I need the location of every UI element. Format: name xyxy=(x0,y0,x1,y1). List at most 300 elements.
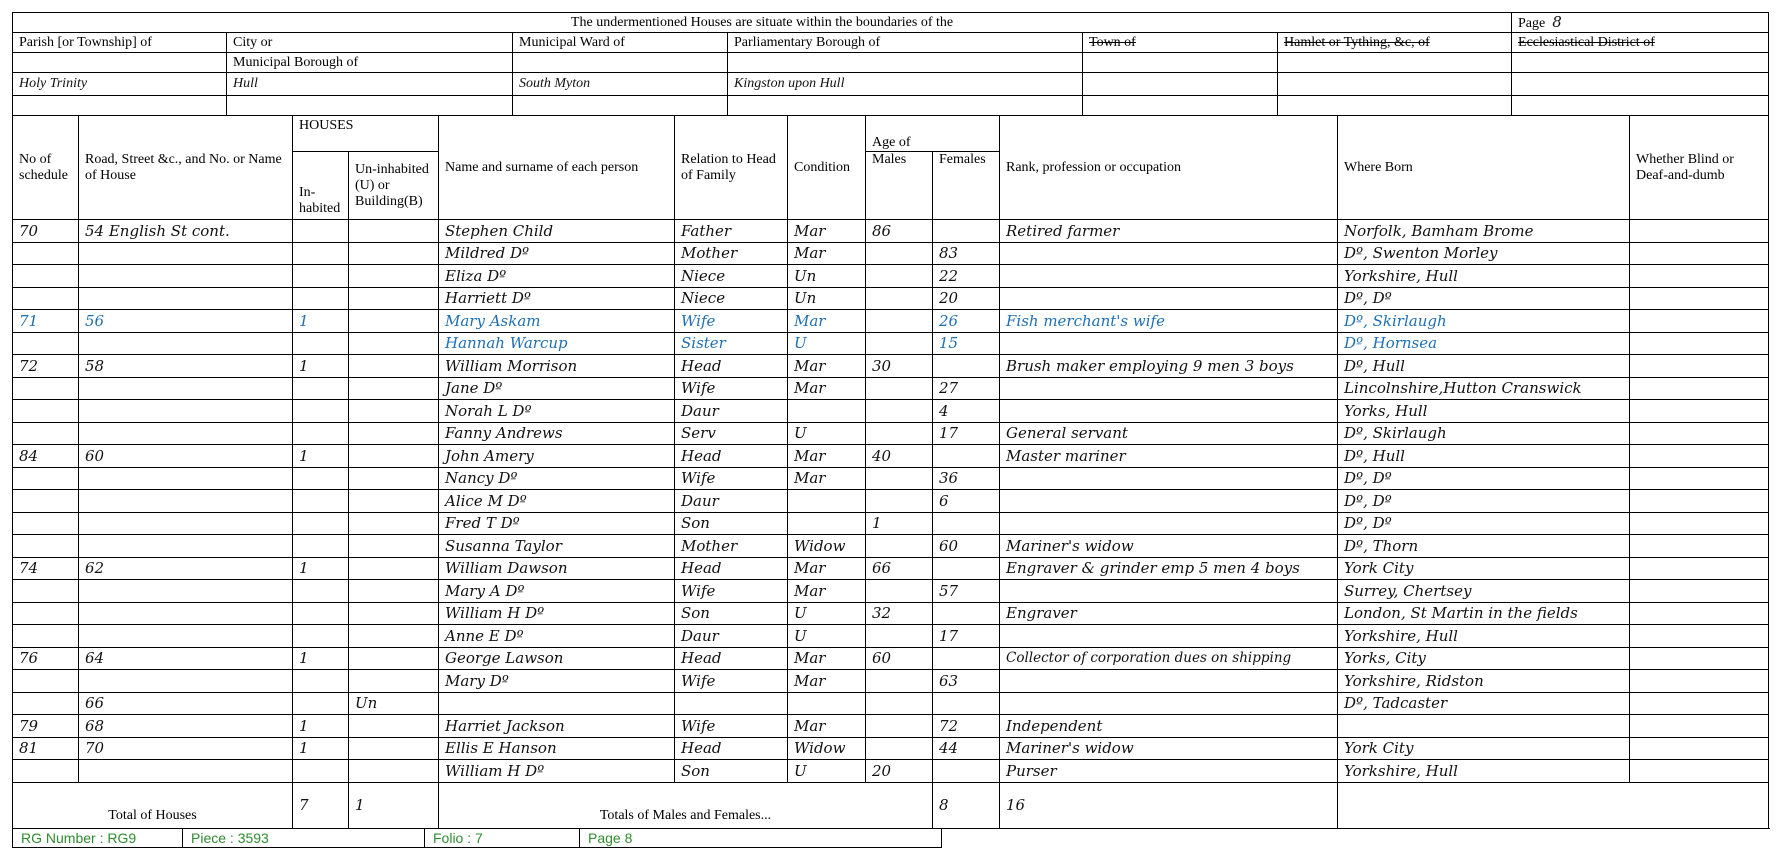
blind-cell xyxy=(1630,557,1769,580)
relation-cell: Wife xyxy=(675,670,788,693)
road-cell: 54 English St cont. xyxy=(79,220,293,243)
schedule-cell: 72 xyxy=(13,355,79,378)
blind-cell xyxy=(1630,220,1769,243)
females-cell: 72 xyxy=(933,715,1000,738)
schedule-cell: 71 xyxy=(13,310,79,333)
col-blind: Whether Blind or Deaf-and-dumb xyxy=(1630,116,1769,220)
page-number: 8 xyxy=(1552,13,1562,31)
schedule-cell xyxy=(13,422,79,445)
uninhabited-cell xyxy=(349,737,439,760)
occupation-cell xyxy=(1000,512,1338,535)
road-cell xyxy=(79,400,293,423)
parish-label: Parish [or Township] of xyxy=(13,33,227,53)
table-row xyxy=(13,737,1769,760)
piece-number: Piece : 3593 xyxy=(183,828,425,847)
table-row xyxy=(13,580,1769,603)
females-cell: 60 xyxy=(933,535,1000,558)
name-cell: William H Dº xyxy=(439,602,675,625)
blind-cell xyxy=(1630,715,1769,738)
name-cell: Harriet Jackson xyxy=(439,715,675,738)
condition-cell: Mar xyxy=(788,647,866,670)
males-cell xyxy=(866,715,933,738)
relation-cell: Head xyxy=(675,445,788,468)
blind-cell xyxy=(1630,287,1769,310)
inhabited-cell xyxy=(293,490,349,513)
males-cell xyxy=(866,265,933,288)
inhabited-cell xyxy=(293,760,349,783)
females-cell: 20 xyxy=(933,287,1000,310)
occupation-cell xyxy=(1000,692,1338,715)
table-row xyxy=(13,602,1769,625)
blind-cell xyxy=(1630,242,1769,265)
road-cell xyxy=(79,580,293,603)
condition-cell xyxy=(788,400,866,423)
parliamentary-value: Kingston upon Hull xyxy=(728,73,1083,96)
table-row xyxy=(13,557,1769,580)
born-cell: Dº, Dº xyxy=(1338,287,1630,310)
schedule-cell xyxy=(13,490,79,513)
relation-cell: Head xyxy=(675,737,788,760)
males-cell: 32 xyxy=(866,602,933,625)
born-cell: Surrey, Chertsey xyxy=(1338,580,1630,603)
inhabited-cell xyxy=(293,422,349,445)
schedule-cell xyxy=(13,692,79,715)
town-label: Town of xyxy=(1083,33,1278,53)
males-cell xyxy=(866,737,933,760)
females-cell xyxy=(933,220,1000,243)
occupation-cell: Independent xyxy=(1000,715,1338,738)
schedule-cell xyxy=(13,265,79,288)
inhabited-cell: 1 xyxy=(293,715,349,738)
females-cell xyxy=(933,557,1000,580)
females-cell: 83 xyxy=(933,242,1000,265)
born-cell: Lincolnshire,Hutton Cranswick xyxy=(1338,377,1630,400)
road-cell xyxy=(79,242,293,265)
females-cell: 44 xyxy=(933,737,1000,760)
name-cell: Nancy Dº xyxy=(439,467,675,490)
males-cell xyxy=(866,242,933,265)
born-cell xyxy=(1338,715,1630,738)
born-cell: York City xyxy=(1338,737,1630,760)
males-cell xyxy=(866,670,933,693)
born-cell: Dº, Dº xyxy=(1338,490,1630,513)
condition-cell xyxy=(788,692,866,715)
occupation-cell xyxy=(1000,287,1338,310)
condition-cell: Widow xyxy=(788,737,866,760)
name-cell: Alice M Dº xyxy=(439,490,675,513)
relation-cell: Mother xyxy=(675,535,788,558)
schedule-cell xyxy=(13,512,79,535)
inhabited-cell: 1 xyxy=(293,557,349,580)
occupation-cell xyxy=(1000,580,1338,603)
schedule-cell: 79 xyxy=(13,715,79,738)
col-occupation: Rank, profession or occupation xyxy=(1000,116,1338,220)
uninhabited-cell xyxy=(349,715,439,738)
occupation-cell xyxy=(1000,332,1338,355)
uninhabited-cell xyxy=(349,512,439,535)
condition-cell xyxy=(788,490,866,513)
males-cell xyxy=(866,535,933,558)
males-cell xyxy=(866,692,933,715)
schedule-cell xyxy=(13,625,79,648)
census-sheet xyxy=(12,12,1768,848)
schedule-cell: 84 xyxy=(13,445,79,468)
parish-value: Holy Trinity xyxy=(13,73,227,96)
inhabited-cell xyxy=(293,265,349,288)
name-cell: Mary A Dº xyxy=(439,580,675,603)
page-label: Page xyxy=(1518,16,1546,31)
town-value xyxy=(1083,73,1278,96)
col-females: Females xyxy=(933,152,1000,220)
born-cell: Dº, Skirlaugh xyxy=(1338,422,1630,445)
boundaries-header xyxy=(12,12,1769,116)
table-row xyxy=(13,242,1769,265)
males-cell: 66 xyxy=(866,557,933,580)
inhabited-cell: 1 xyxy=(293,310,349,333)
males-cell: 30 xyxy=(866,355,933,378)
name-cell: Fred T Dº xyxy=(439,512,675,535)
blind-cell xyxy=(1630,670,1769,693)
occupation-cell: Master mariner xyxy=(1000,445,1338,468)
uninhabited-cell xyxy=(349,760,439,783)
uninhabited-cell xyxy=(349,400,439,423)
females-cell: 57 xyxy=(933,580,1000,603)
inhabited-cell xyxy=(293,220,349,243)
born-cell: Dº, Skirlaugh xyxy=(1338,310,1630,333)
footer-page: Page 8 xyxy=(580,828,942,847)
relation-cell: Head xyxy=(675,557,788,580)
page-cell xyxy=(1512,13,1769,33)
born-cell: Norfolk, Bamham Brome xyxy=(1338,220,1630,243)
females-cell xyxy=(933,647,1000,670)
occupation-cell xyxy=(1000,625,1338,648)
blind-cell xyxy=(1630,692,1769,715)
inhabited-cell xyxy=(293,580,349,603)
blind-cell xyxy=(1630,310,1769,333)
uninhabited-cell xyxy=(349,557,439,580)
city-label-2: Municipal Borough of xyxy=(227,53,513,73)
table-row xyxy=(13,692,1769,715)
name-cell: William Morrison xyxy=(439,355,675,378)
blind-cell xyxy=(1630,625,1769,648)
road-cell xyxy=(79,625,293,648)
born-cell: Dº, Dº xyxy=(1338,512,1630,535)
condition-cell: Mar xyxy=(788,467,866,490)
col-males: Males xyxy=(866,152,933,220)
schedule-cell: 74 xyxy=(13,557,79,580)
table-row xyxy=(13,490,1769,513)
females-cell xyxy=(933,602,1000,625)
relation-cell: Head xyxy=(675,355,788,378)
name-cell: Hannah Warcup xyxy=(439,332,675,355)
table-row xyxy=(13,535,1769,558)
total-males: 8 xyxy=(933,782,1000,828)
name-cell: Susanna Taylor xyxy=(439,535,675,558)
condition-cell: Mar xyxy=(788,557,866,580)
col-inhabited: In-habited xyxy=(293,152,349,220)
females-cell: 17 xyxy=(933,625,1000,648)
inhabited-cell xyxy=(293,625,349,648)
blind-cell xyxy=(1630,332,1769,355)
name-cell: Jane Dº xyxy=(439,377,675,400)
city-value: Hull xyxy=(227,73,513,96)
name-cell: Fanny Andrews xyxy=(439,422,675,445)
road-cell xyxy=(79,265,293,288)
table-row xyxy=(13,422,1769,445)
condition-cell: U xyxy=(788,602,866,625)
schedule-cell: 76 xyxy=(13,647,79,670)
blind-cell xyxy=(1630,647,1769,670)
males-cell xyxy=(866,467,933,490)
table-row xyxy=(13,332,1769,355)
road-cell: 66 xyxy=(79,692,293,715)
born-cell: Yorks, Hull xyxy=(1338,400,1630,423)
road-cell: 58 xyxy=(79,355,293,378)
relation-cell xyxy=(675,692,788,715)
road-cell xyxy=(79,670,293,693)
relation-cell: Son xyxy=(675,512,788,535)
inhabited-cell: 1 xyxy=(293,647,349,670)
col-condition: Condition xyxy=(788,116,866,220)
name-cell: Ellis E Hanson xyxy=(439,737,675,760)
uninhabited-cell xyxy=(349,242,439,265)
ecclesiastical-value xyxy=(1512,73,1769,96)
relation-cell: Niece xyxy=(675,287,788,310)
occupation-cell xyxy=(1000,490,1338,513)
born-cell: Dº, Thorn xyxy=(1338,535,1630,558)
occupation-cell: General servant xyxy=(1000,422,1338,445)
occupation-cell: Mariner's widow xyxy=(1000,737,1338,760)
inhabited-cell: 1 xyxy=(293,737,349,760)
inhabited-cell: 1 xyxy=(293,445,349,468)
uninhabited-cell xyxy=(349,647,439,670)
males-cell xyxy=(866,310,933,333)
relation-cell: Head xyxy=(675,647,788,670)
total-persons-label: Totals of Males and Females... xyxy=(439,782,933,828)
col-uninhabited: Un-inhabited (U) or Building(B) xyxy=(349,152,439,220)
females-cell xyxy=(933,760,1000,783)
females-cell: 17 xyxy=(933,422,1000,445)
males-cell: 60 xyxy=(866,647,933,670)
table-row xyxy=(13,467,1769,490)
table-row xyxy=(13,647,1769,670)
inhabited-cell xyxy=(293,602,349,625)
col-relation: Relation to Head of Family xyxy=(675,116,788,220)
blind-cell xyxy=(1630,377,1769,400)
females-cell xyxy=(933,512,1000,535)
inhabited-cell xyxy=(293,400,349,423)
schedule-cell xyxy=(13,535,79,558)
census-rows xyxy=(13,220,1769,783)
relation-cell: Wife xyxy=(675,580,788,603)
relation-cell: Daur xyxy=(675,400,788,423)
males-cell xyxy=(866,400,933,423)
name-cell: William Dawson xyxy=(439,557,675,580)
schedule-cell: 70 xyxy=(13,220,79,243)
road-cell xyxy=(79,377,293,400)
hamlet-label: Hamlet or Tything, &c, of xyxy=(1278,33,1512,53)
road-cell: 56 xyxy=(79,310,293,333)
relation-cell: Daur xyxy=(675,490,788,513)
condition-cell: Mar xyxy=(788,580,866,603)
road-cell: 68 xyxy=(79,715,293,738)
females-cell: 36 xyxy=(933,467,1000,490)
blind-cell xyxy=(1630,760,1769,783)
females-cell: 63 xyxy=(933,670,1000,693)
name-cell: Norah L Dº xyxy=(439,400,675,423)
blind-cell xyxy=(1630,737,1769,760)
males-cell xyxy=(866,625,933,648)
col-houses: HOUSES xyxy=(293,116,439,152)
uninhabited-cell xyxy=(349,332,439,355)
born-cell: York City xyxy=(1338,557,1630,580)
name-cell: George Lawson xyxy=(439,647,675,670)
folio-number: Folio : 7 xyxy=(425,828,580,847)
col-road: Road, Street &c., and No. or Name of House xyxy=(79,116,293,220)
uninhabited-cell xyxy=(349,445,439,468)
occupation-cell: Mariner's widow xyxy=(1000,535,1338,558)
males-cell xyxy=(866,287,933,310)
parliamentary-label: Parliamentary Borough of xyxy=(728,33,1083,53)
schedule-cell xyxy=(13,242,79,265)
road-cell: 62 xyxy=(79,557,293,580)
total-inhabited: 7 xyxy=(293,782,349,828)
road-cell xyxy=(79,332,293,355)
road-cell xyxy=(79,287,293,310)
uninhabited-cell xyxy=(349,625,439,648)
relation-cell: Son xyxy=(675,760,788,783)
occupation-cell: Fish merchant's wife xyxy=(1000,310,1338,333)
born-cell: Yorkshire, Hull xyxy=(1338,760,1630,783)
schedule-cell xyxy=(13,332,79,355)
ward-value: South Myton xyxy=(513,73,728,96)
road-cell xyxy=(79,602,293,625)
condition-cell: Mar xyxy=(788,220,866,243)
occupation-cell xyxy=(1000,400,1338,423)
born-cell: London, St Martin in the fields xyxy=(1338,602,1630,625)
total-females: 16 xyxy=(1000,782,1338,828)
road-cell xyxy=(79,760,293,783)
road-cell: 70 xyxy=(79,737,293,760)
blind-cell xyxy=(1630,422,1769,445)
females-cell xyxy=(933,445,1000,468)
uninhabited-cell xyxy=(349,535,439,558)
born-cell: Dº, Hornsea xyxy=(1338,332,1630,355)
table-row xyxy=(13,625,1769,648)
uninhabited-cell: Un xyxy=(349,692,439,715)
males-cell: 40 xyxy=(866,445,933,468)
relation-cell: Wife xyxy=(675,310,788,333)
schedule-cell xyxy=(13,467,79,490)
name-cell: William H Dº xyxy=(439,760,675,783)
condition-cell: Mar xyxy=(788,377,866,400)
condition-cell: Un xyxy=(788,287,866,310)
blind-cell xyxy=(1630,512,1769,535)
condition-cell: Mar xyxy=(788,670,866,693)
inhabited-cell xyxy=(293,535,349,558)
table-row xyxy=(13,310,1769,333)
condition-cell xyxy=(788,512,866,535)
females-cell: 26 xyxy=(933,310,1000,333)
occupation-cell: Purser xyxy=(1000,760,1338,783)
total-houses-label: Total of Houses xyxy=(13,782,293,828)
condition-cell: U xyxy=(788,422,866,445)
table-row xyxy=(13,377,1769,400)
rg-number: RG Number : RG9 xyxy=(13,828,183,847)
born-cell: Dº, Swenton Morley xyxy=(1338,242,1630,265)
census-table xyxy=(12,115,1769,829)
relation-cell: Sister xyxy=(675,332,788,355)
name-cell: Harriett Dº xyxy=(439,287,675,310)
uninhabited-cell xyxy=(349,265,439,288)
relation-cell: Daur xyxy=(675,625,788,648)
hamlet-value xyxy=(1278,73,1512,96)
occupation-cell xyxy=(1000,265,1338,288)
males-cell: 1 xyxy=(866,512,933,535)
born-cell: Yorks, City xyxy=(1338,647,1630,670)
males-cell xyxy=(866,377,933,400)
uninhabited-cell xyxy=(349,220,439,243)
ecclesiastical-label: Ecclesiastical District of xyxy=(1512,33,1769,53)
born-cell: Dº, Dº xyxy=(1338,467,1630,490)
table-row xyxy=(13,265,1769,288)
occupation-cell xyxy=(1000,377,1338,400)
table-row xyxy=(13,355,1769,378)
road-cell xyxy=(79,467,293,490)
schedule-cell xyxy=(13,670,79,693)
relation-cell: Wife xyxy=(675,715,788,738)
table-row xyxy=(13,670,1769,693)
condition-cell: U xyxy=(788,332,866,355)
occupation-cell: Engraver & grinder emp 5 men 4 boys xyxy=(1000,557,1338,580)
born-cell: Yorkshire, Hull xyxy=(1338,625,1630,648)
col-name: Name and surname of each person xyxy=(439,116,675,220)
born-cell: Dº, Hull xyxy=(1338,355,1630,378)
name-cell: Stephen Child xyxy=(439,220,675,243)
blind-cell xyxy=(1630,400,1769,423)
road-cell xyxy=(79,512,293,535)
name-cell xyxy=(439,692,675,715)
uninhabited-cell xyxy=(349,287,439,310)
name-cell: Mildred Dº xyxy=(439,242,675,265)
females-cell xyxy=(933,355,1000,378)
occupation-cell: Collector of corporation dues on shipping xyxy=(1000,647,1338,670)
table-row xyxy=(13,445,1769,468)
occupation-cell: Retired farmer xyxy=(1000,220,1338,243)
females-cell: 15 xyxy=(933,332,1000,355)
inhabited-cell: 1 xyxy=(293,355,349,378)
blind-cell xyxy=(1630,445,1769,468)
condition-cell: Mar xyxy=(788,310,866,333)
occupation-cell: Engraver xyxy=(1000,602,1338,625)
males-cell xyxy=(866,422,933,445)
condition-cell: U xyxy=(788,760,866,783)
schedule-cell xyxy=(13,400,79,423)
road-cell xyxy=(79,422,293,445)
schedule-cell xyxy=(13,602,79,625)
occupation-cell xyxy=(1000,467,1338,490)
occupation-cell: Brush maker employing 9 men 3 boys xyxy=(1000,355,1338,378)
condition-cell: Un xyxy=(788,265,866,288)
condition-cell: U xyxy=(788,625,866,648)
blind-cell xyxy=(1630,467,1769,490)
relation-cell: Son xyxy=(675,602,788,625)
total-uninhabited: 1 xyxy=(349,782,439,828)
col-age-of: Age of xyxy=(866,116,1000,152)
schedule-cell xyxy=(13,760,79,783)
males-cell xyxy=(866,332,933,355)
relation-cell: Father xyxy=(675,220,788,243)
